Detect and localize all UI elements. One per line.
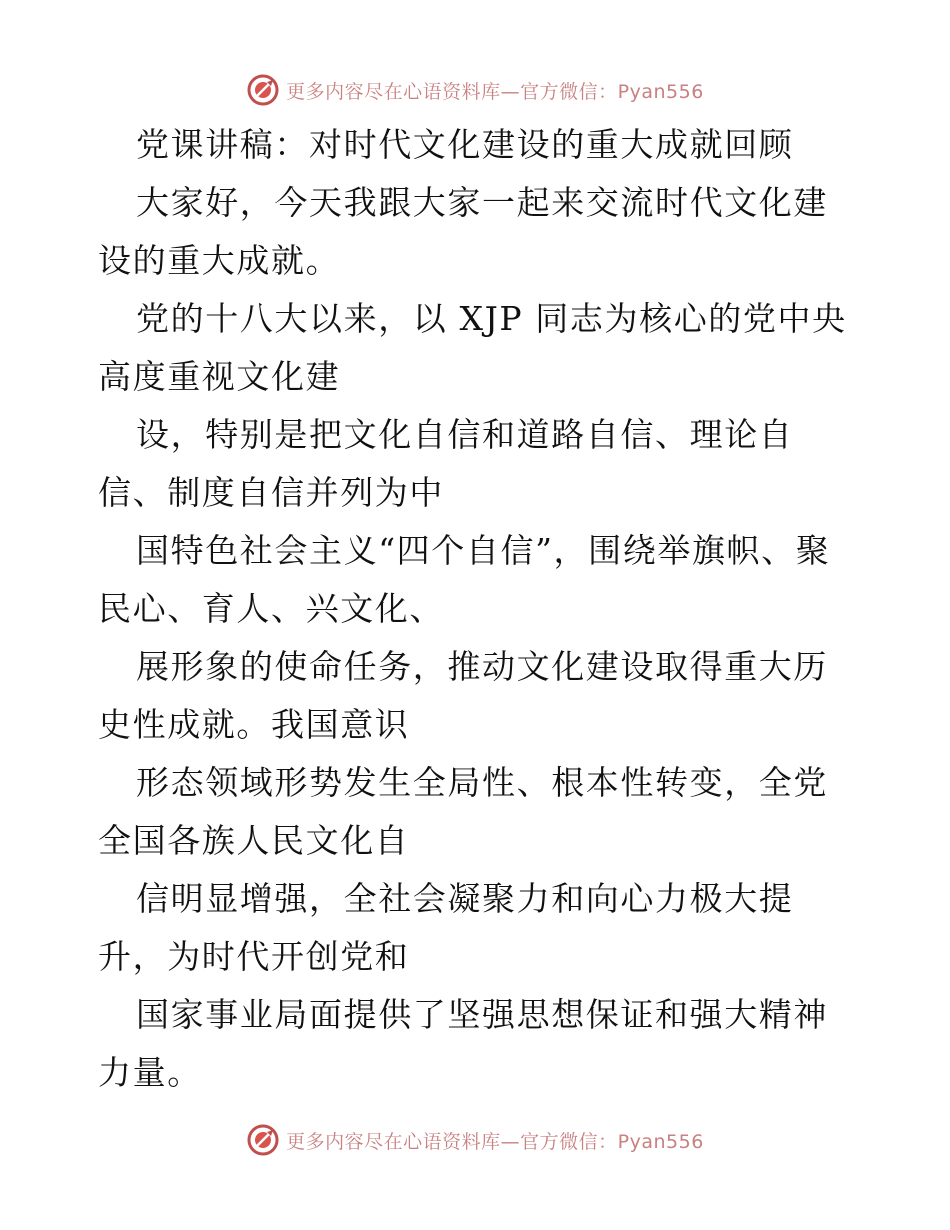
- footer-watermark: [0, 1120, 950, 1160]
- header-watermark: [0, 70, 950, 110]
- red-circular-seal-icon: [246, 1123, 280, 1157]
- paragraph: 大家好，今天我跟大家一起来交流时代文化建设的重大成就。: [98, 183, 828, 280]
- paragraph: 信明显增强，全社会凝聚力和向心力极大提升，为时代开创党和: [98, 879, 794, 976]
- document-title: 党课讲稿：对时代文化建设的重大成就回顾: [136, 125, 794, 164]
- paragraph: 国家事业局面提供了坚强思想保证和强大精神力量。: [98, 995, 828, 1092]
- paragraph: 展形象的使命任务，推动文化建设取得重大历史性成就。我国意识: [98, 647, 828, 744]
- paragraph: 设，特别是把文化自信和道路自信、理论自信、制度自信并列为中: [98, 415, 794, 512]
- paragraph: 党的十八大以来，以 XJP 同志为核心的党中央高度重视文化建: [98, 299, 847, 396]
- watermark-text: 更多内容尽在心语资料库—官方微信：Pyan556: [286, 80, 704, 103]
- paragraph: 国特色社会主义“四个自信”，围绕举旗帜、聚民心、育人、兴文化、: [98, 531, 831, 628]
- red-circular-seal-icon: [246, 73, 280, 107]
- paragraph: 形态领域形势发生全局性、根本性转变，全党全国各族人民文化自: [98, 763, 828, 860]
- document-body: [98, 116, 858, 1102]
- watermark-text: 更多内容尽在心语资料库—官方微信：Pyan556: [286, 1130, 704, 1153]
